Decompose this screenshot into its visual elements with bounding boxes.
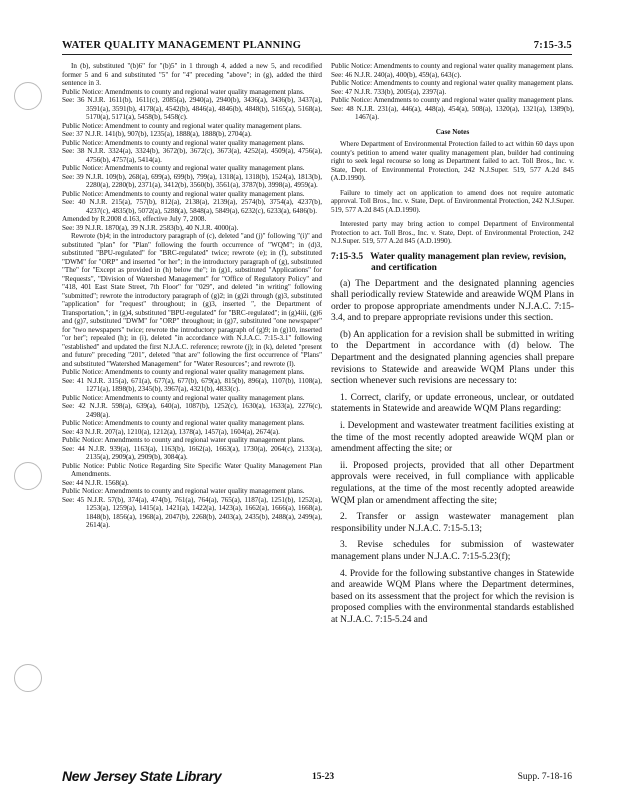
section-paragraph: 4. Provide for the following substantive changes in Statewide and areawide WQM Plans where the Department determines, based on its assessment that the project for which the revision is proposed complies with the environmental standards established at N.J.A.C. 7:15-5.24 and (331, 568, 574, 625)
history-note: See: 39 N.J.R. 1870(a), 39 N.J.R. 2583(b), 40 N.J.R. 4000(a). (62, 223, 239, 232)
history-note: Public Notice: Public Notice Regarding Site Specific Water Quality Management Plan Amendments. (62, 461, 322, 478)
history-note: See: 43 N.J.R. 207(a), 1210(a), 1212(a), 1378(a), 1457(a), 1604(a), 2674(a). (62, 427, 280, 436)
public-notice-entry: Public Notice: Amendments to county and regional water quality management plans. (331, 62, 574, 70)
punch-hole-mark (14, 462, 42, 490)
history-note: Public Notice: Amendments to county and regional water quality management plans. (62, 87, 305, 96)
history-note: Public Notice: Amendments to county and regional water quality management plans. (62, 487, 305, 495)
history-note: Public Notice: Amendments to county and regional water quality management plans. (62, 393, 305, 402)
section-paragraph: i. Development and wastewater treatment facilities existing at the time of the most recently adopted areawide WQM plan or amendment affecting the site; or (331, 421, 574, 455)
history-note: Public Notice: Amendments to county and regional water quality management plans. (62, 436, 305, 444)
punch-hole-mark (14, 82, 42, 110)
page-number: 15-23 (312, 772, 335, 782)
punch-hole-mark (14, 664, 42, 692)
history-note: Public Notice: Amendment to county and regional water quality management plans. (62, 121, 302, 130)
history-note: Public Notice: Amendments to county and regional water quality management plans. (62, 189, 305, 198)
history-note: Public Notice: Amendments to county and regional water quality management plans. (62, 164, 305, 172)
public-notice-entry: Public Notice: Amendments to county and regional water quality management plans. (331, 96, 574, 104)
public-notice-entry: Public Notice: Amendments to county and regional water quality management plans. (331, 79, 574, 87)
history-note: See: 41 N.J.R. 315(a), 671(a), 677(a), 677(b), 679(a), 815(b), 896(a), 1107(b), 1108(a), 1271(a), 1898(b), 2345(b), 3967(a), 4321(b), 4833(c). (62, 376, 322, 393)
history-note: See: 44 N.J.R. 939(a), 1163(a), 1163(b), 1662(a), 1663(a), 1730(a), 2064(c), 2133(a), 2135(a), 2909(a), 2909(b), 3084(a). (62, 444, 322, 461)
public-notice-entry: See: 46 N.J.R. 240(a), 400(b), 459(a), 643(c). (331, 70, 462, 79)
section-paragraph: ii. Proposed projects, provided that all other Department approvals were received, in full compliance with applicable regulations, at the time of the most recently adopted areawide WQM plan or amendment affecting the site; (331, 460, 574, 506)
section-heading (331, 252, 574, 275)
history-note: In (b), substituted "(b)6" for "(b)5" in 1 through 4, added a new 5, and recodified former 5 and 6 and substituted "5" for "4" preceding "above"; in (g), added the third sentence in 3. (62, 62, 322, 87)
case-note: Where Department of Environmental Protection failed to act within 60 days upon county's petition to amend water quality management plan, builder had continuing right to seek legal recourse so long as Department failed to act. Toll Bros., Inc. v. State, Dept. of Environmental Protection, 242 N.J.Super. 519, 577 A.2d 845 (A.D.1990). (331, 140, 574, 182)
history-note: Amended by R.2008 d.163, effective July 7, 2008. (62, 215, 207, 223)
history-note: Rewrote (b)4; in the introductory paragraph of (c), deleted "and (j)" following "(i)" and substituted "plan" for "Plan" following the fourth occurrence of "WQM"; in (d)3, substituted "BPU-regulated" for "BRC-regulated" twice; rewrote (e); in (f), substituted "DWM" for "ORP" and inserted "or her"; in the introductory paragraph of (g), substituted "The" for "Except as provided in (h) below the"; in (g)1, substituted "Applications" for "Requests", "Division of Watershed Management" for "Office of Regulatory Policy" and "418, 401 East State Street, 7th Floor" for "029", and deleted "in writing" following "submitted"; rewrote the introductory paragraph of (g)2; in (g)2i through (g)3, substituted "application" for "request" throughout; in (g)3, inserted ", the Department of Transportation,"; in (g)4, substituted "BPU-regulated" for "BRC-regulated"; in (g)4iii, (g)6 and (g)7, substituted "DWM" for "ORP" throughout; in (g)7, substituted "one newspaper" for "two newspapers" twice; rewrote the introductory paragraph of (g)9; in (g)10, inserted "or her"; repealed (h); in (i), deleted "in accordance with N.J.A.C. 7:15-3.1" following "established" and updated the first N.J.A.C. reference; rewrote (j); in (k), deleted "present and future" preceding "201", deleted "that are" following the first occurrence of "Plans" and substituted "Watershed Management" for "Water Resources"; and rewrote (l). (62, 232, 322, 368)
section-title: Water quality management plan review, revision, and certification (370, 251, 567, 273)
history-note: See: 42 N.J.R. 598(a), 639(a), 640(a), 1087(b), 1252(c), 1630(a), 1633(a), 2276(c), 2498(a). (62, 402, 322, 419)
header-section-number: 7:15-3.5 (533, 40, 572, 51)
page-footer (62, 768, 572, 788)
right-column (331, 62, 574, 760)
section-number: 7:15-3.5 (331, 251, 364, 262)
case-note: Interested party may bring action to compel Department of Environmental Protection to act. Toll Bros., Inc. v. State, Dept. of Environmental Protection, 242 N.J.Super. 519, 577 A.2d 845 (A.D.1990). (331, 220, 574, 245)
header-title: WATER QUALITY MANAGEMENT PLANNING (62, 40, 302, 51)
section-paragraph: 3. Revise schedules for submission of wastewater management plans under N.J.A.C. 7:15-5.23(f); (331, 540, 574, 562)
section-paragraph: 2. Transfer or assign wastewater management plan responsibility under N.J.A.C. 7:15-5.13; (331, 512, 574, 534)
history-note: Public Notice: Amendments to county and regional water quality management plans. (62, 138, 305, 147)
history-note: See: 40 N.J.R. 215(a), 757(b), 812(a), 2138(a), 2139(a), 2574(b), 3754(a), 4237(b), 4237(c), 4835(b), 5072(a), 5288(a), 5848(a), 5849(a), 6232(c), 6233(a), 6486(b). (62, 198, 322, 215)
public-notice-entry: See: 47 N.J.R. 733(b), 2005(a), 2397(a). (331, 87, 447, 96)
section-paragraph: 1. Correct, clarify, or update erroneous, unclear, or outdated statements in Statewide and areawide WQM Plans regarding: (331, 392, 574, 415)
running-header (62, 40, 572, 55)
history-note: See: 39 N.J.R. 109(b), 268(a), 699(a), 699(b), 799(a), 1318(a), 1318(b), 1524(a), 1813(b), 2280(a), 2280(b), 2371(a), 3412(b), 3560(b), 3561(a), 3787(b), 3998(a), 4959(a). (62, 172, 322, 189)
section-paragraph: (b) An application for a revision shall be submitted in writing to the Department in accordance with (d) below. The Department and the designated planning agencies shall prepare revisions to Statewide and areawide WQM Plans under this section whenever such revisions are necessary to: (331, 329, 574, 387)
history-note: See: 37 N.J.R. 141(b), 907(b), 1235(a), 1888(a), 1888(b), 2704(a). (62, 130, 252, 138)
history-note: Public Notice: Amendments to county and regional water quality management plans. (62, 368, 305, 376)
section-paragraph: (a) The Department and the designated planning agencies shall periodically review Statewide and areawide WQM Plans in order to propose appropriate amendments under N.J.A.C. 7:15-3.4, and to prepare appropriate revisions under this section. (331, 278, 574, 324)
public-notice-entry: See: 48 N.J.R. 231(a), 446(a), 448(a), 454(a), 508(a), 1320(a), 1321(a), 1389(b), 1467(a). (331, 104, 574, 121)
library-watermark: New Jersey State Library (62, 768, 222, 784)
history-note: See: 36 N.J.R. 1611(b), 1611(c), 2085(a), 2940(a), 2940(b), 3436(a), 3436(b), 3437(a), 3591(a), 3591(b), 4178(a), 4542(b), 4846(a), 4846(b), 4848(b), 5165(a), 5168(a), 5170(a), 5171(a), 5458(b), 5458(c). (62, 96, 322, 121)
left-column-history-notes (62, 62, 322, 760)
history-note: See: 44 N.J.R. 1568(a). (62, 478, 129, 487)
supplement-date: Supp. 7-18-16 (517, 772, 572, 782)
history-note: See: 45 N.J.R. 57(b), 374(a), 474(b), 761(a), 764(a), 765(a), 1187(a), 1251(b), 1252(a), 1253(a), 1259(a), 1415(a), 1421(a), 1422(a), 1423(a), 1662(a), 1666(a), 1668(a), 1848(b), 1856(a), 1968(a), 2047(b), 2268(b), 2403(a), 2435(b), 2488(a), 2499(a), 2614(a). (62, 495, 322, 529)
case-notes (331, 128, 574, 246)
history-note: Public Notice: Amendments to county and regional water quality management plans. (62, 419, 305, 427)
case-notes-title: Case Notes (435, 127, 470, 136)
right-column-public-notices (331, 62, 574, 122)
history-note: See: 38 N.J.R. 3324(a), 3324(b), 3672(b), 3672(c), 3673(a), 4252(a), 4509(a), 4756(a), 4756(b), 4757(a), 5414(a). (62, 147, 322, 164)
case-note: Failure to timely act on application to amend does not require automatic approval. Toll Bros., Inc. v. State, Dept. of Environmental Protection, 242 N.J.Super. 519, 577 A.2d 845 (A.D.1990). (331, 188, 574, 214)
section-body (331, 279, 574, 627)
